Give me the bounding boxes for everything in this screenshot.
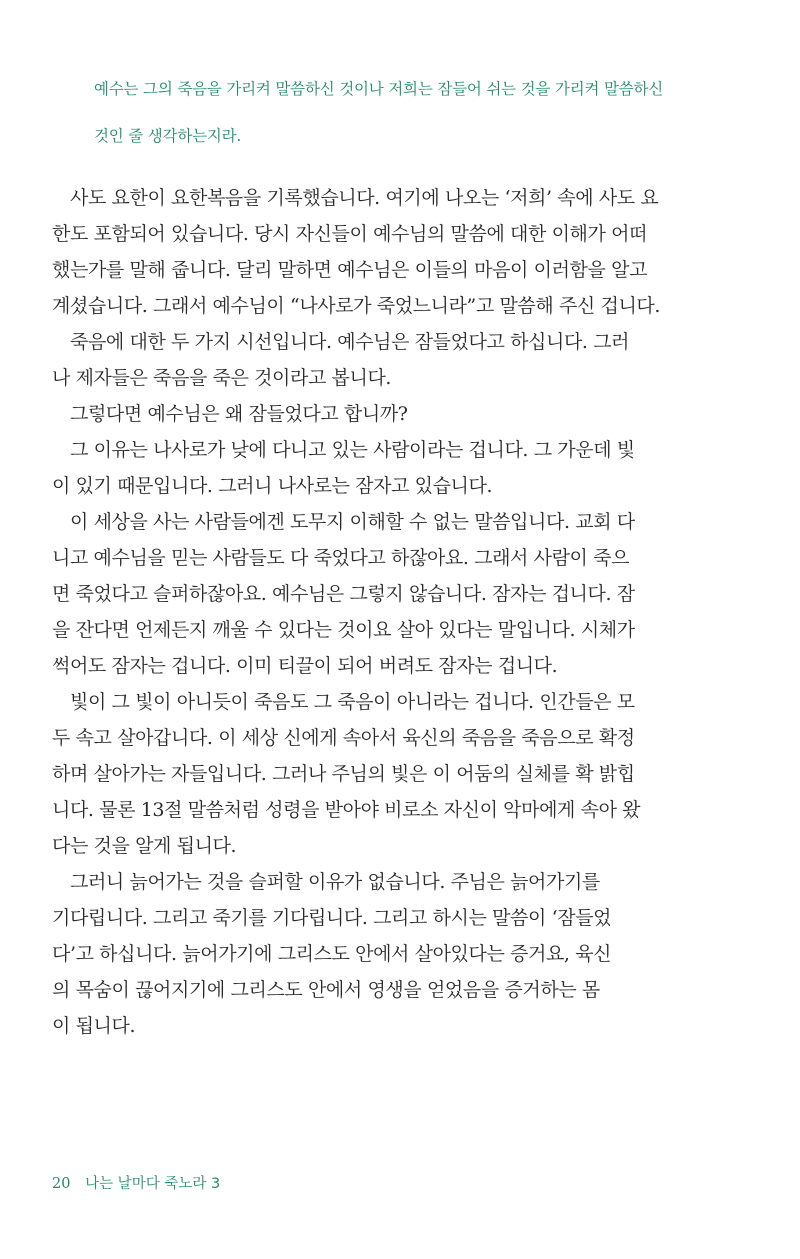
book-title: 나는 날마다 죽노라 3 <box>85 1176 221 1192</box>
paragraph-line: 그 이유는 나사로가 낮에 다니고 있는 사람이라는 겁니다. 그 가운데 빛 <box>70 439 635 461</box>
paragraph-line: 기다립니다. 그리고 죽기를 기다립니다. 그리고 하시는 말씀이 ‘잠들었 <box>52 907 612 929</box>
paragraph-line: 니고 예수님을 믿는 사람들도 다 죽었다고 하잖아요. 그래서 사람이 죽으 <box>52 547 630 569</box>
paragraph-line: 을 잔다면 언제든지 깨울 수 있다는 것이요 살아 있다는 말입니다. 시체가 <box>52 619 635 641</box>
paragraph-line: 한도 포함되어 있습니다. 당시 자신들이 예수님의 말씀에 대한 이해가 어떠 <box>52 223 648 245</box>
paragraph-line: 이 세상을 사는 사람들에겐 도무지 이해할 수 없는 말씀입니다. 교회 다 <box>70 511 635 533</box>
page-footer <box>52 1172 220 1193</box>
scripture-quote <box>94 66 734 160</box>
paragraph-line: 의 목숨이 끊어지기에 그리스도 안에서 영생을 얻었음을 증거하는 몸 <box>52 979 600 1001</box>
paragraph-line: 면 죽었다고 슬퍼하잖아요. 예수님은 그렇지 않습니다. 잠자는 겁니다. 잠 <box>52 583 635 605</box>
paragraph-line: 계셨습니다. 그래서 예수님이 “나사로가 죽었느니라”고 말씀해 주신 겁니다. <box>52 295 661 317</box>
paragraph-line: 썩어도 잠자는 겁니다. 이미 티끌이 되어 버려도 잠자는 겁니다. <box>52 655 558 677</box>
paragraph-line: 다는 것을 알게 됩니다. <box>52 835 237 857</box>
page-number: 20 <box>52 1176 71 1192</box>
paragraph-line: 하며 살아가는 자들입니다. 그러나 주님의 빛은 이 어둠의 실체를 확 밝힙 <box>52 763 635 785</box>
body-text <box>52 180 752 1044</box>
paragraph-line: 두 속고 살아갑니다. 이 세상 신에게 속아서 육신의 죽음을 죽음으로 확정 <box>52 727 635 749</box>
quote-line: 것인 줄 생각하는지라. <box>94 127 242 145</box>
quote-line: 예수는 그의 죽음을 가리켜 말씀하신 것이나 저희는 잠들어 쉬는 것을 가리켜 말씀하신 <box>94 80 664 98</box>
paragraph-line: 니다. 물론 13절 말씀처럼 성령을 받아야 비로소 자신이 악마에게 속아 왔 <box>52 799 641 821</box>
paragraph-line: 빛이 그 빛이 아니듯이 죽음도 그 죽음이 아니라는 겁니다. 인간들은 모 <box>70 691 635 713</box>
paragraph-line: 이 됩니다. <box>52 1015 136 1037</box>
paragraph-line: 죽음에 대한 두 가지 시선입니다. 예수님은 잠들었다고 하십니다. 그러 <box>70 331 630 353</box>
paragraph-line: 했는가를 말해 줍니다. 달리 말하면 예수님은 이들의 마음이 이러함을 알고 <box>52 259 648 281</box>
paragraph-line: 다’고 하십니다. 늙어가기에 그리스도 안에서 살아있다는 증거요, 육신 <box>52 943 612 965</box>
paragraph-line: 그러니 늙어가는 것을 슬퍼할 이유가 없습니다. 주님은 늙어가기를 <box>70 871 600 893</box>
paragraph-line: 나 제자들은 죽음을 죽은 것이라고 봅니다. <box>52 367 392 389</box>
paragraph-line: 사도 요한이 요한복음을 기록했습니다. 여기에 나오는 ‘저희’ 속에 사도 요 <box>70 187 659 209</box>
paragraph-line: 그렇다면 예수님은 왜 잠들었다고 합니까? <box>70 403 408 425</box>
paragraph-line: 이 있기 때문입니다. 그러니 나사로는 잠자고 있습니다. <box>52 475 493 497</box>
